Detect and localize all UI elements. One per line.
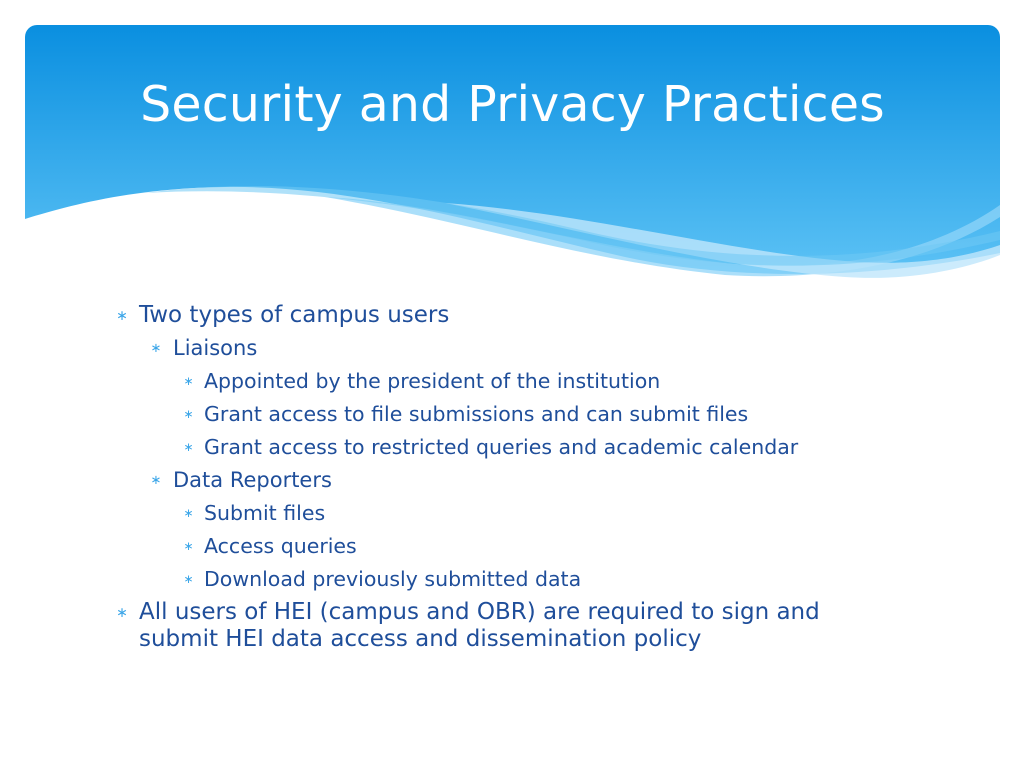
list-item-text: Data Reporters — [173, 468, 332, 492]
slide-title: Security and Privacy Practices — [140, 76, 885, 133]
bullet-asterisk-icon: ∗ — [150, 473, 162, 488]
bullet-asterisk-icon: ∗ — [183, 440, 194, 454]
list-item-text: Grant access to restricted queries and academic calendar — [204, 435, 799, 459]
title-banner — [25, 25, 1000, 290]
list-item-text: Access queries — [204, 534, 357, 558]
list-item — [173, 500, 895, 527]
bullet-asterisk-icon: ∗ — [183, 407, 194, 421]
list-item — [173, 368, 895, 395]
bullet-asterisk-icon: ∗ — [150, 341, 162, 356]
list-item-text: Appointed by the president of the institution — [204, 369, 661, 393]
bullet-asterisk-icon: ∗ — [116, 308, 128, 324]
list-item — [105, 599, 895, 653]
list-item — [173, 566, 895, 593]
bullet-list — [105, 302, 895, 659]
list-item-text: Submit files — [204, 501, 326, 525]
list-item-text: All users of HEI (campus and OBR) are required to sign and submit HEI data access and dissemination policy — [139, 599, 820, 652]
list-item-text: Two types of campus users — [139, 302, 450, 328]
wave-banner-graphic — [25, 25, 1000, 290]
list-item-text: Download previously submitted data — [204, 567, 582, 591]
list-item — [173, 401, 895, 428]
list-item — [173, 533, 895, 560]
bullet-asterisk-icon: ∗ — [183, 539, 194, 553]
bullet-asterisk-icon: ∗ — [183, 572, 194, 586]
bullet-asterisk-icon: ∗ — [183, 506, 194, 520]
list-item — [173, 434, 895, 461]
list-item — [139, 467, 895, 494]
bullet-asterisk-icon: ∗ — [116, 605, 128, 621]
list-item — [105, 302, 895, 329]
list-item-text: Liaisons — [173, 336, 258, 360]
bullet-asterisk-icon: ∗ — [183, 374, 194, 388]
list-item-text: Grant access to file submissions and can submit files — [204, 402, 749, 426]
list-item — [139, 335, 895, 362]
